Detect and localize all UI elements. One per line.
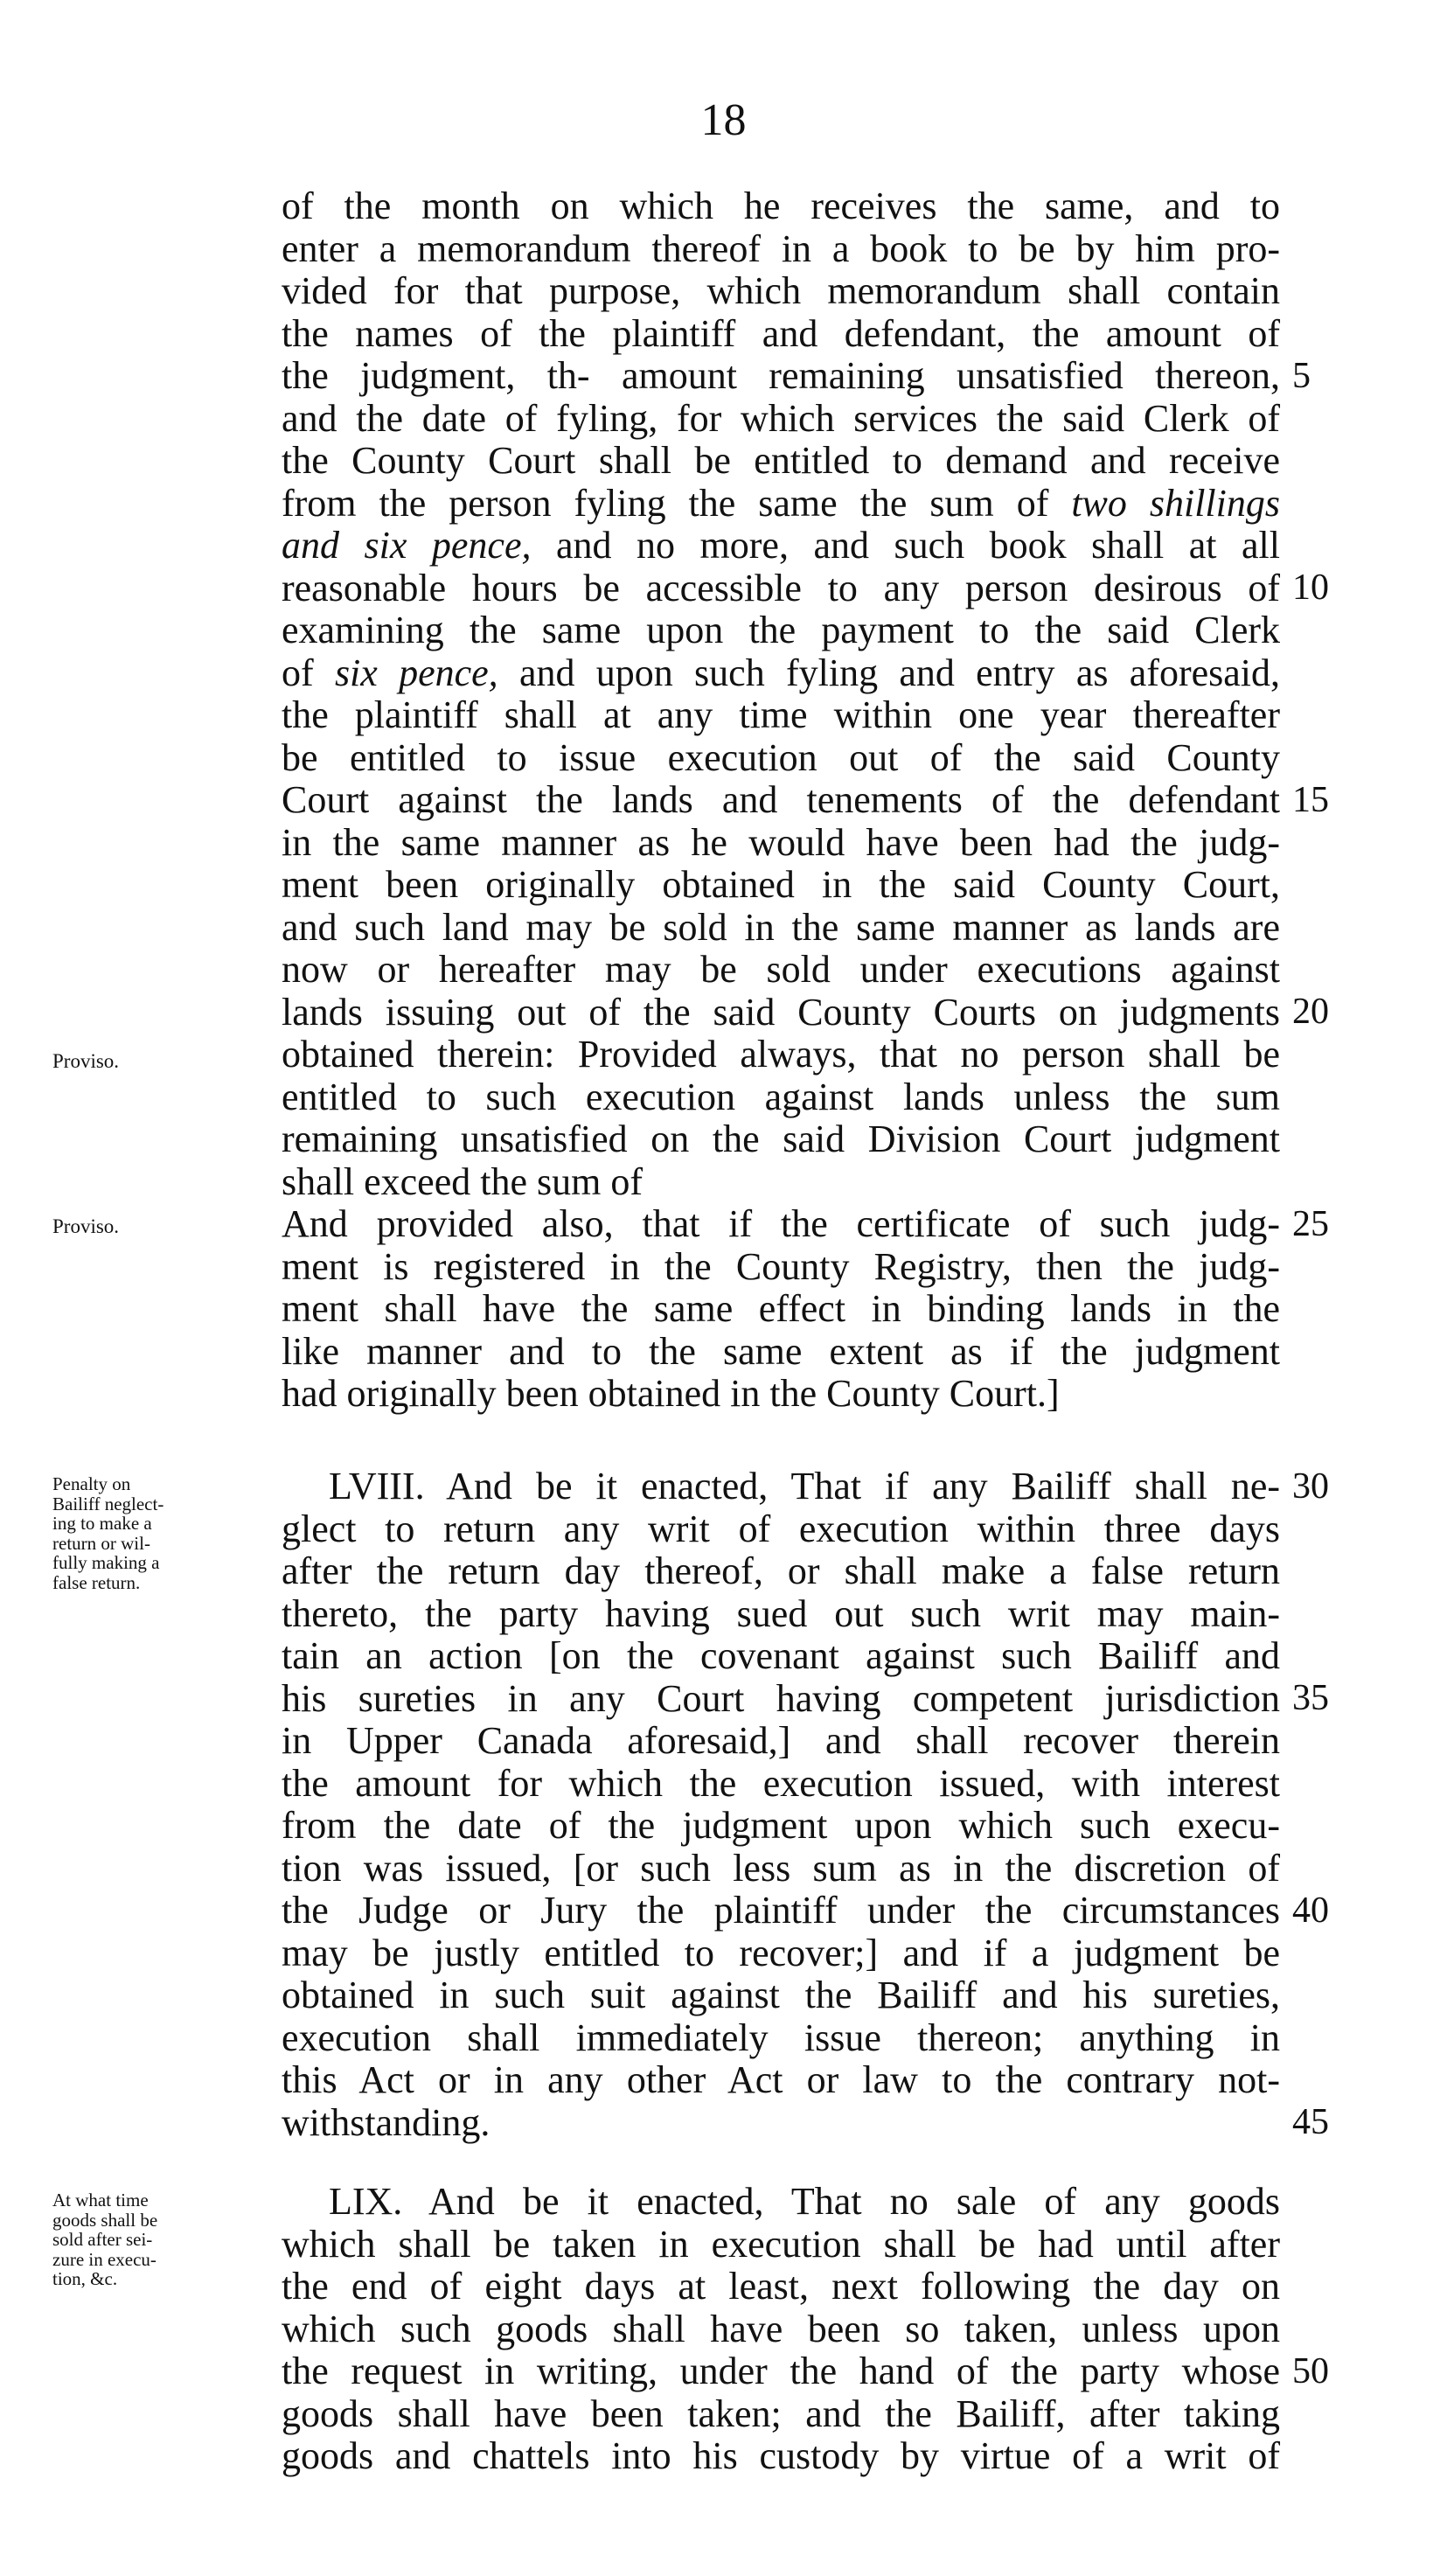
margin-note-line: return or wil- <box>52 1532 150 1554</box>
text-line: in Upper Canada aforesaid,] and shall recover therein <box>282 1719 1280 1762</box>
line-number: 20 <box>1292 992 1329 1032</box>
margin-note-line: sold after sei- <box>52 2229 153 2250</box>
text-line: remaining unsatisfied on the said Division Court judgment <box>282 1117 1280 1160</box>
paragraph-2 <box>282 1203 1280 1416</box>
text-line: the County Court shall be entitled to demand and receive <box>282 439 1280 482</box>
text-line: the Judge or Jury the plaintiff under the circumstances <box>282 1889 1280 1932</box>
margin-note-line: tion, &c. <box>52 2268 118 2289</box>
text-run: of <box>282 651 335 694</box>
text-line: which shall be taken in execution shall be had until after <box>282 2222 1280 2266</box>
text-line: execution shall immediately issue thereon; anything in <box>282 2016 1280 2059</box>
text-run: from the person fyling the same the sum of <box>282 481 1049 525</box>
text-line: shall exceed the sum of <box>282 1159 643 1203</box>
margin-note-proviso: Proviso. <box>52 1215 120 1237</box>
text-line <box>282 652 1280 695</box>
text-line: be entitled to issue execution out of the said County <box>282 735 1280 779</box>
margin-note-line: zure in execu- <box>52 2248 157 2270</box>
text-line: of the month on which he receives the same, and to <box>282 184 1280 227</box>
text-line: the plaintiff shall at any time within one year thereafter <box>282 693 1280 736</box>
text-line: Court against the lands and tenements of the defendant <box>282 778 1280 821</box>
text-line: obtained in such suit against the Bailiff and his sureties, <box>282 1974 1280 2016</box>
text-line <box>282 483 1280 526</box>
margin-note-line: At what time <box>52 2190 149 2210</box>
text-line: in the same manner as he would have been had the judg- <box>282 820 1280 864</box>
text-line: goods shall have been taken; and the Bailiff, after taking <box>282 2392 1280 2435</box>
text-line: from the date of the judgment upon which such execu- <box>282 1804 1280 1847</box>
text-line <box>282 525 1280 567</box>
text-line: glect to return any writ of execution within three days <box>282 1507 1280 1550</box>
margin-note-line: ing to make a <box>52 1513 152 1534</box>
paragraph-1 <box>282 185 1280 1203</box>
margin-note-line: Penalty on <box>52 1473 131 1494</box>
line-number: 10 <box>1292 567 1329 608</box>
margin-note-line: fully making a <box>52 1552 160 1573</box>
text-line: ment is registered in the County Registry, then the judg- <box>282 1244 1280 1288</box>
page-number: 18 <box>700 95 747 145</box>
text-line: the names of the plaintiff and defendant, the amount of <box>282 311 1280 355</box>
line-number: 35 <box>1292 1678 1329 1718</box>
section-59 <box>282 2181 1280 2478</box>
line-number: 50 <box>1292 2351 1329 2392</box>
text-line: ment shall have the same effect in binding lands in the <box>282 1287 1280 1330</box>
margin-note-line: Bailiff neglect- <box>52 1493 164 1514</box>
text-line: and such land may be sold in the same manner as lands are <box>282 905 1280 949</box>
line-number: 15 <box>1292 780 1329 820</box>
margin-note-sale-time <box>52 2190 245 2289</box>
margin-note-line: goods shall be <box>52 2209 158 2231</box>
text-line: the end of eight days at least, next following the day on <box>282 2265 1280 2308</box>
text-line: And provided also, that if the certificate of such judg- <box>282 1202 1280 1245</box>
text-line: this Act or in any other Act or law to the contrary not- <box>282 2058 1280 2101</box>
text-line: tion was issued, [or such less sum as in the discretion of <box>282 1846 1280 1890</box>
text-line: ment been originally obtained in the said County Court, <box>282 863 1280 906</box>
text-line: now or hereafter may be sold under executions against <box>282 948 1280 991</box>
text-line: obtained therein: Provided always, that no person shall be <box>282 1033 1280 1076</box>
text-line: examining the same upon the payment to the said Clerk <box>282 609 1280 651</box>
text-line: LIX. And be it enacted, That no sale of any goods <box>329 2180 1280 2223</box>
text-line: reasonable hours be accessible to any person desirous of <box>282 566 1280 609</box>
text-line: the amount for which the execution issued, with interest <box>282 1761 1280 1805</box>
italic-text: six pence, <box>334 651 498 694</box>
text-line: entitled to such execution against lands unless the sum <box>282 1075 1280 1118</box>
line-number: 45 <box>1292 2102 1329 2142</box>
text-line: the judgment, th- amount remaining unsatisfied thereon, <box>282 354 1280 397</box>
text-line: and the date of fyling, for which services the said Clerk of <box>282 396 1280 440</box>
text-line: lands issuing out of the said County Courts on judgments <box>282 990 1280 1034</box>
text-line: may be justly entitled to recover;] and if a judgment be <box>282 1931 1280 1974</box>
margin-note-line: false return. <box>52 1571 141 1593</box>
text-line: had originally been obtained in the County Court.] <box>282 1372 1060 1415</box>
text-run: and no more, and such book shall at all <box>531 524 1280 567</box>
text-line: his sureties in any Court having competent jurisdiction <box>282 1676 1280 1720</box>
italic-text: and six pence, <box>282 524 532 567</box>
text-line: goods and chattels into his custody by virtue of a writ of <box>282 2434 1280 2477</box>
text-line: tain an action [on the covenant against such Bailiff and <box>282 1634 1280 1677</box>
text-line: after the return day thereof, or shall make a false return <box>282 1549 1280 1592</box>
margin-note-penalty <box>52 1474 245 1592</box>
line-number: 25 <box>1292 1204 1329 1244</box>
line-number: 30 <box>1292 1466 1329 1507</box>
text-line: LVIII. And be it enacted, That if any Bailiff shall ne- <box>329 1465 1280 1507</box>
text-line: thereto, the party having sued out such writ may main- <box>282 1591 1280 1635</box>
italic-text: two shillings <box>1071 481 1280 525</box>
section-58 <box>282 1466 1280 2144</box>
text-line: the request in writing, under the hand of the party whose <box>282 2350 1280 2392</box>
text-run: and upon such fyling and entry as aforesaid, <box>497 651 1280 694</box>
text-line: withstanding. <box>282 2100 490 2144</box>
line-number: 5 <box>1292 356 1311 396</box>
line-number: 40 <box>1292 1890 1329 1931</box>
text-line: like manner and to the same extent as if the judgment <box>282 1329 1280 1373</box>
text-line: enter a memorandum thereof in a book to be by him pro- <box>282 226 1280 270</box>
text-line: vided for that purpose, which memorandum shall contain <box>282 269 1280 312</box>
text-line: which such goods shall have been so taken, unless upon <box>282 2307 1280 2350</box>
margin-note-proviso: Proviso. <box>52 1050 120 1072</box>
